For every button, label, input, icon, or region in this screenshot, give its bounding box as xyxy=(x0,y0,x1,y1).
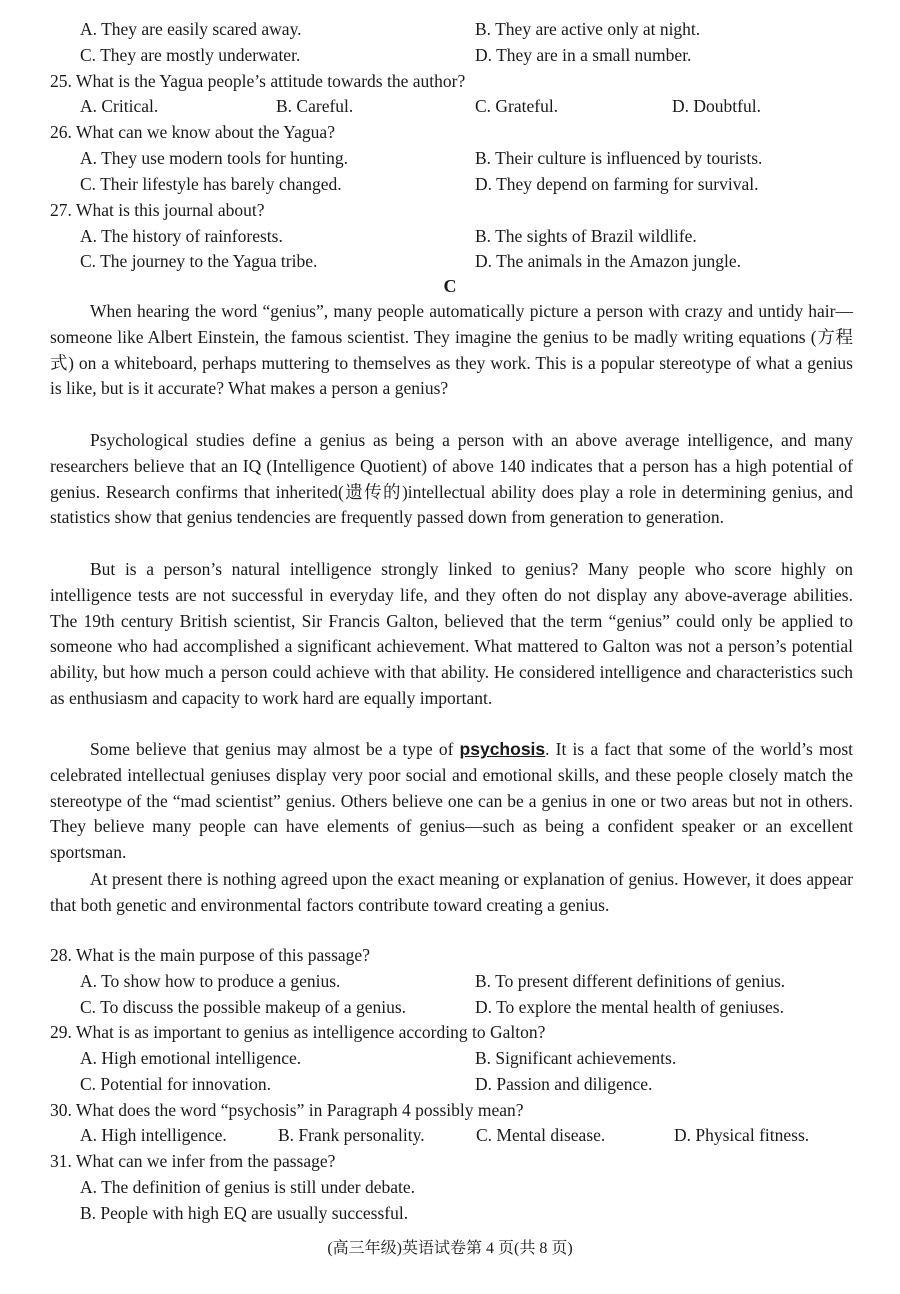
q31-stem: 31. What can we infer from the passage? xyxy=(50,1151,336,1171)
page-footer: (高三年级)英语试卷第 4 页(共 8 页) xyxy=(327,1240,573,1257)
q27-option-b: B. The sights of Brazil wildlife. xyxy=(475,226,697,246)
q31-option-b: B. People with high EQ are usually successful. xyxy=(80,1203,409,1223)
q29-option-c: C. Potential for innovation. xyxy=(80,1074,272,1094)
q25-option-d: D. Doubtful. xyxy=(672,96,761,116)
passage-paragraph-4 xyxy=(50,737,853,866)
passage-paragraph-3 xyxy=(50,557,853,712)
q31-option-a: A. The definition of genius is still under debate. xyxy=(80,1177,416,1197)
q29-option-d: D. Passion and diligence. xyxy=(475,1074,653,1094)
q24-option-c: C. They are mostly underwater. xyxy=(80,45,301,65)
passage-paragraph-1: When hearing the word “genius”, many people automatically picture a person with crazy and untidy hair—someone like Albert Einstein, the famous scientist. They imagine the genius to be madly writing equations (方程式) on a whiteboard, perhaps muttering to themselves as they work. This is a popular stereotype of what a genius is like, but is it accurate? What makes a person a genius? xyxy=(50,301,853,399)
q24-option-b: B. They are active only at night. xyxy=(475,19,701,39)
q25-option-a: A. Critical. xyxy=(80,96,159,116)
q27-option-d: D. The animals in the Amazon jungle. xyxy=(475,251,742,271)
section-title: C xyxy=(443,276,457,296)
q28-stem: 28. What is the main purpose of this passage? xyxy=(50,945,370,965)
q26-option-b: B. Their culture is influenced by tourists. xyxy=(475,148,763,168)
q30-option-b: B. Frank personality. xyxy=(278,1125,425,1145)
q28-option-b: B. To present different definitions of genius. xyxy=(475,971,786,991)
q26-option-c: C. Their lifestyle has barely changed. xyxy=(80,174,342,194)
q30-option-a: A. High intelligence. xyxy=(80,1125,227,1145)
q29-stem: 29. What is as important to genius as intelligence according to Galton? xyxy=(50,1022,546,1042)
q26-stem: 26. What can we know about the Yagua? xyxy=(50,122,335,142)
passage-paragraph-5: At present there is nothing agreed upon the exact meaning or explanation of genius. However, it does appear that both genetic and environmental factors contribute toward creating a genius. xyxy=(50,869,853,915)
q27-stem: 27. What is this journal about? xyxy=(50,200,265,220)
q28-option-a: A. To show how to produce a genius. xyxy=(80,971,341,991)
q28-option-c: C. To discuss the possible makeup of a genius. xyxy=(80,997,407,1017)
q24-option-d: D. They are in a small number. xyxy=(475,45,692,65)
keyword-psychosis: psychosis xyxy=(459,739,546,759)
q25-option-b: B. Careful. xyxy=(276,96,354,116)
q25-option-c: C. Grateful. xyxy=(475,96,559,116)
q30-option-d: D. Physical fitness. xyxy=(674,1125,810,1145)
paragraph-4-lead: Some believe that genius may almost be a type of xyxy=(90,739,460,759)
q29-option-b: B. Significant achievements. xyxy=(475,1048,677,1068)
paragraph-4-rest: . It is a fact that some of the world’s most celebrated intellectual geniuses display very poor social and emotional skills, and these people closely match the stereotype of the “mad scientist” genius. Others believe one can be a genius in one or two areas but not in others. They believe many people can have elements of genius—such as being a confident speaker or an excellent sportsman. xyxy=(50,739,853,863)
q29-option-a: A. High emotional intelligence. xyxy=(80,1048,302,1068)
q25-stem: 25. What is the Yagua people’s attitude towards the author? xyxy=(50,71,466,91)
q26-option-d: D. They depend on farming for survival. xyxy=(475,174,759,194)
passage-paragraph-3-text: But is a person’s natural intelligence strongly linked to genius? Many people who score highly on intelligence tests are not successful in everyday life, and they often do not display any above-average abilities. The 19th century British scientist, Sir Francis Galton, believed that the term “genius” could only be applied to someone who had accomplished a significant achievement. What mattered to Galton was not a person’s potential ability, but how much a person could achieve with that ability. He considered intelligence and characteristics such as enthusiasm and capacity to work hard are equally important. xyxy=(50,559,853,708)
q24-option-a: A. They are easily scared away. xyxy=(80,19,302,39)
q27-option-a: A. The history of rainforests. xyxy=(80,226,283,246)
passage-paragraph-2: Psychological studies define a genius as being a person with an above average intelligence, and many researchers believe that an IQ (Intelligence Quotient) of above 140 indicates that a person has a high potential of genius. Research confirms that inherited(遗传的)intellectual ability does play a role in determining genius, and statistics show that genius tendencies are frequently passed down from generation to generation. xyxy=(50,430,853,528)
q30-option-c: C. Mental disease. xyxy=(476,1125,606,1145)
q30-stem: 30. What does the word “psychosis” in Paragraph 4 possibly mean? xyxy=(50,1100,524,1120)
q26-option-a: A. They use modern tools for hunting. xyxy=(80,148,348,168)
q27-option-c: C. The journey to the Yagua tribe. xyxy=(80,251,318,271)
q28-option-d: D. To explore the mental health of geniuses. xyxy=(475,997,784,1017)
